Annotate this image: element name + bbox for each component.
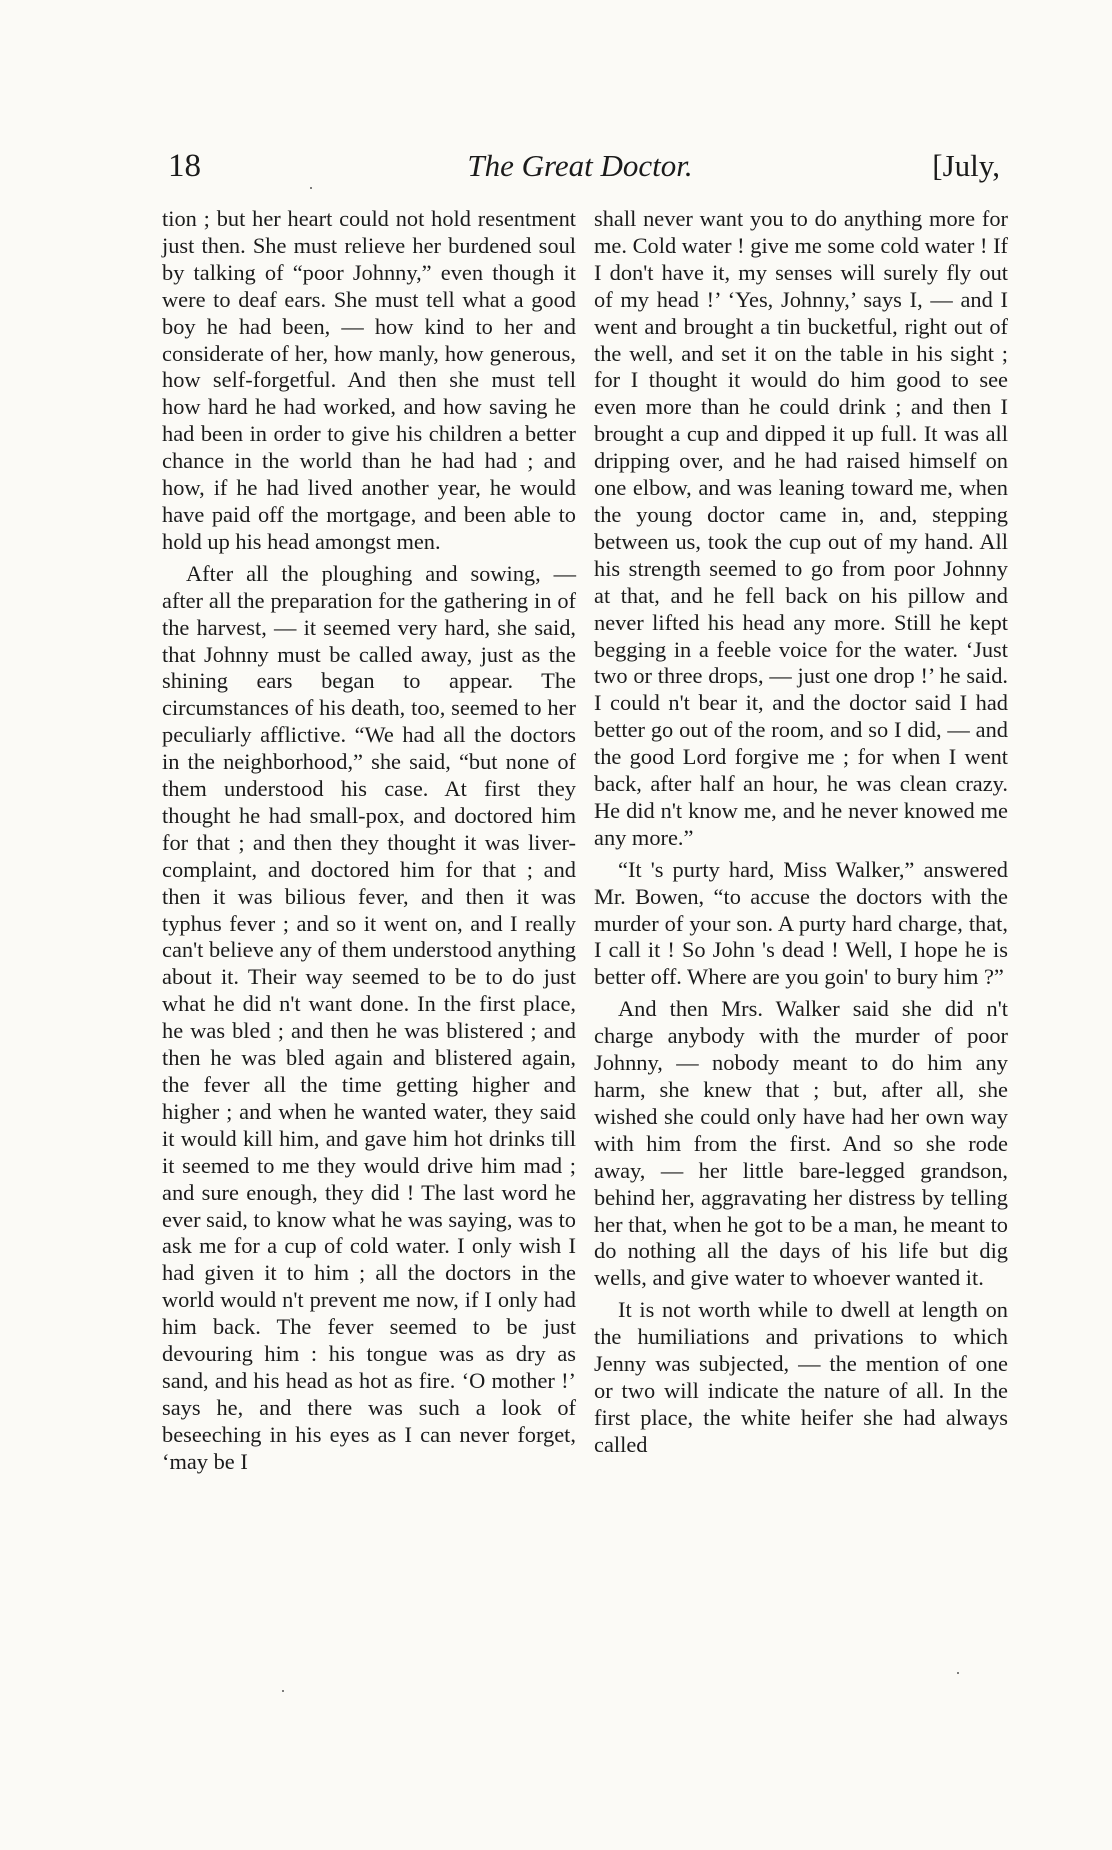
page-number: 18 — [168, 148, 201, 184]
running-head — [160, 148, 1000, 196]
right-column — [594, 206, 1008, 1459]
paragraph: After all the ploughing and sowing, — after all the preparation for the gathering in of the harvest, — it seemed very hard, she said, that Johnny must be called away, just as the shining ears began to appear. The circumstances of his death, too, seemed to her peculiarly afflictive. “We had all the doctors in the neighborhood,” she said, “but none of them understood his case. At first they thought he had small-pox, and doctored him for that ; and then they thought it was liver-complaint, and doctored him for that ; and then it was bilious fever, and then it was typhus fever ; and so it went on, and I really can't believe any of them understood anything about it. Their way seemed to be to do just what he did n't want done. In the first place, he was bled ; and then he was blistered ; and then he was bled again and blistered again, the fever all the time getting higher and higher ; and when he wanted water, they said it would kill him, and gave him hot drinks till it seemed to me they would drive him mad ; and sure enough, they did ! The last word he ever said, to know what he was saying, was to ask me for a cup of cold water. I only wish I had given it to him ; all the doctors in the world would n't prevent me now, if I only had him back. The fever seemed to be just devouring him : his tongue was as dry as sand, and his head as hot as fire. ‘O mother !’ says he, and there was such a look of beseeching in his eyes as I can never forget, ‘may be I — [162, 560, 576, 1474]
running-title: The Great Doctor. — [467, 148, 693, 183]
paper-speck — [957, 1672, 959, 1674]
paragraph: It is not worth while to dwell at length on the humiliations and privations to which Jenny was subjected, — the mention of one or two will indicate the nature of all. In the first place, the white heifer she had always called — [594, 1297, 1008, 1457]
paragraph: “It 's purty hard, Miss Walker,” answered Mr. Bowen, “to accuse the doctors with the murder of your son. A purty hard charge, that, I call it ! So John 's dead ! Well, I hope he is better off. Where are you goin' to bury him ?” — [594, 856, 1008, 990]
paragraph: shall never want you to do anything more for me. Cold water ! give me some cold water ! If I don't have it, my senses will surely fly out of my head !’ ‘Yes, Johnny,’ says I, — and I went and brought a tin bucketful, right out of the well, and set it on the table in his sight ; for I thought it would do him good to see even more than he could drink ; and then I brought a cup and dipped it up full. It was all dripping over, and he had raised himself on one elbow, and was leaning toward me, when the young doctor came in, and, stepping between us, took the cup out of my hand. All his strength seemed to go from poor Johnny at that, and he fell back on his pillow and never lifted his head any more. Still he kept begging in a feeble voice for the water. ‘Just two or three drops, — just one drop !’ he said. I could n't bear it, and the doctor said I had better go out of the room, and so I did, — and the good Lord forgive me ; for when I went back, after half an hour, he was clean crazy. He did n't know me, and he never knowed me any more.” — [594, 206, 1008, 850]
left-column — [162, 206, 576, 1476]
paper-speck — [282, 1690, 284, 1692]
paper-speck — [310, 187, 312, 189]
paragraph: And then Mrs. Walker said she did n't charge anybody with the murder of poor Johnny, — nobody meant to do him any harm, she knew that ; but, after all, she wished she could only have had her own way with him from the first. And so she rode away, — her little bare-legged grandson, behind her, aggravating her distress by telling her that, when he got to be a man, he meant to do nothing all the days of his life but dig wells, and give water to whoever wanted it. — [594, 996, 1008, 1291]
running-date: [July, — [932, 148, 1000, 183]
paragraph: tion ; but her heart could not hold resentment just then. She must relieve her burdened soul by talking of “poor Johnny,” even though it were to deaf ears. She must tell what a good boy he had been, — how kind to her and considerate of her, how manly, how generous, how self-forgetful. And then she must tell how hard he had worked, and how saving he had been in order to give his children a better chance in the world than he had had ; and how, if he had lived another year, he would have paid off the mortgage, and been able to hold up his head amongst men. — [162, 206, 576, 554]
